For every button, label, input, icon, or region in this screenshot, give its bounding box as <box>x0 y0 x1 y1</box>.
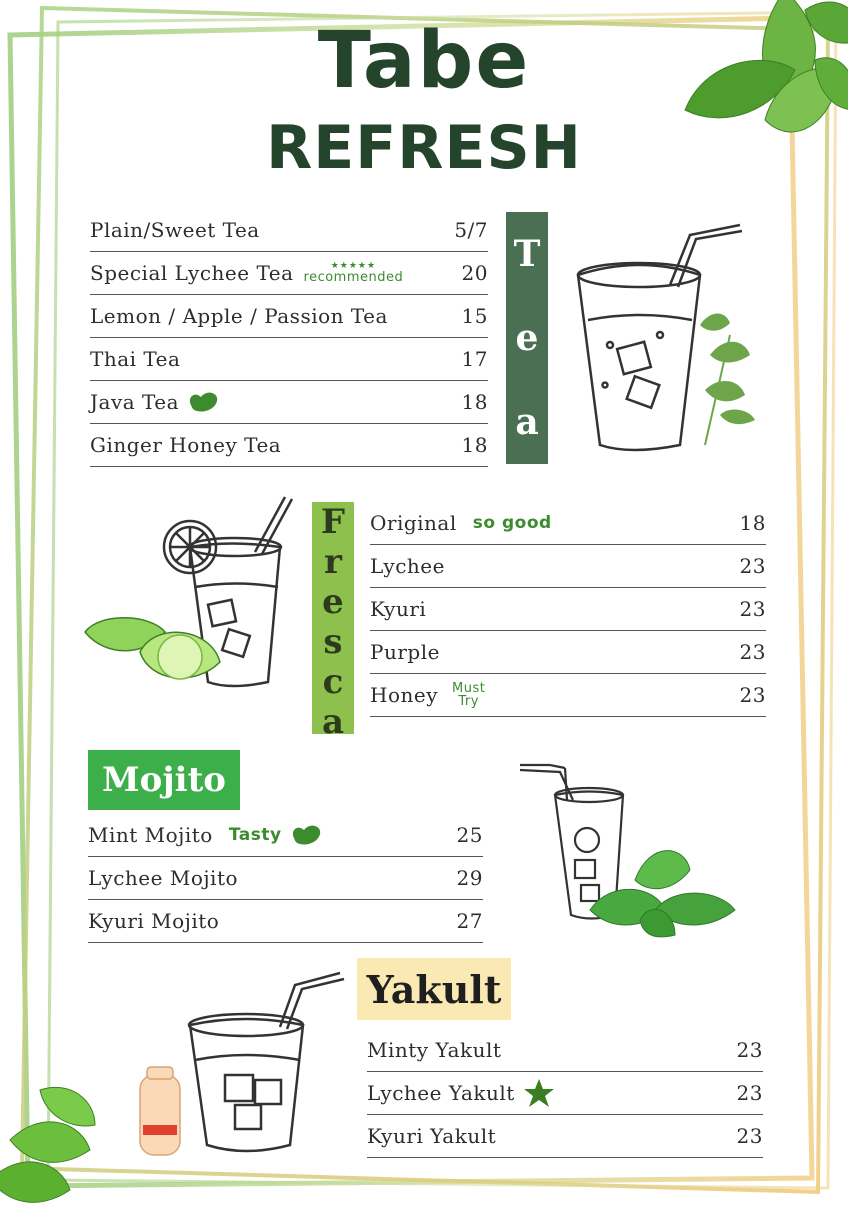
yakult-menu-row <box>367 1115 763 1158</box>
must-try-badge <box>452 682 485 708</box>
tea-menu-row <box>90 381 488 424</box>
fresca-banner-letter: a <box>321 702 345 742</box>
item-badge: Tasty <box>228 825 282 845</box>
yakult-menu-row <box>367 1072 763 1115</box>
menu-item-name: Lemon / Apple / Passion Tea <box>90 304 388 328</box>
fresca-menu-row <box>370 674 766 717</box>
tea-menu-row <box>90 252 488 295</box>
fresca-menu-row <box>370 588 766 631</box>
menu-item-price: 23 <box>736 1124 763 1148</box>
star-icon <box>523 1078 555 1108</box>
menu-item-name: Java Tea <box>90 390 180 414</box>
menu-item-name: Kyuri <box>370 597 427 621</box>
menu-item-name: Ginger Honey Tea <box>90 433 282 457</box>
recommended-label: recommended <box>303 270 404 285</box>
tea-banner-letter: a <box>515 401 539 443</box>
heart-icon <box>187 389 221 415</box>
menu-item-price: 29 <box>456 866 483 890</box>
tea-banner-letter: T <box>513 233 541 275</box>
menu-item-price: 18 <box>461 433 488 457</box>
rating-stars: ★★★★★ <box>330 261 377 271</box>
menu-item-price: 17 <box>461 347 488 371</box>
badge-line: Must <box>452 681 486 696</box>
fresca-banner-letter: c <box>322 662 344 702</box>
tea-banner-letter: e <box>515 317 539 359</box>
menu-item-name: Mint Mojito <box>88 823 213 847</box>
fresca-banner-letter: F <box>320 502 346 542</box>
fresca-banner <box>312 502 354 742</box>
menu-item-name: Minty Yakult <box>367 1038 502 1062</box>
menu-item-price: 27 <box>456 909 483 933</box>
yakult-glass-icon <box>135 965 365 1165</box>
badge-line: Try <box>458 694 479 709</box>
mojito-menu-row <box>88 857 483 900</box>
item-badge: so good <box>472 513 552 533</box>
menu-item-price: 18 <box>461 390 488 414</box>
yakult-banner: Yakult <box>357 958 511 1020</box>
menu-item-price: 23 <box>739 597 766 621</box>
mojito-banner: Mojito <box>88 750 240 810</box>
mojito-menu-row <box>88 814 483 857</box>
menu-item-name: Lychee Yakult <box>367 1081 515 1105</box>
heart-icon <box>290 822 324 848</box>
menu-item-price: 23 <box>736 1081 763 1105</box>
menu-item-price: 23 <box>739 554 766 578</box>
menu-item-name: Purple <box>370 640 440 664</box>
menu-item-name: Thai Tea <box>90 347 181 371</box>
fresca-menu-row <box>370 545 766 588</box>
menu-item-price: 23 <box>736 1038 763 1062</box>
menu-item-name: Kyuri Mojito <box>88 909 220 933</box>
menu-item-name: Plain/Sweet Tea <box>90 218 260 242</box>
tea-menu-row <box>90 338 488 381</box>
tea-menu-row <box>90 209 488 252</box>
fresca-banner-letter: r <box>324 542 342 582</box>
menu-item-price: 5/7 <box>454 218 488 242</box>
iced-tea-glass-icon <box>560 215 780 455</box>
tea-menu-row <box>90 295 488 338</box>
menu-item-name: Honey <box>370 683 438 707</box>
fresca-banner-letter: s <box>323 622 343 662</box>
menu-item-price: 25 <box>456 823 483 847</box>
fresca-banner-letter: e <box>322 582 344 622</box>
menu-item-name: Original <box>370 511 457 535</box>
fresca-menu-row <box>370 631 766 674</box>
recommended-badge <box>304 262 404 284</box>
menu-item-price: 20 <box>461 261 488 285</box>
yakult-menu-row <box>367 1029 763 1072</box>
tea-menu-row <box>90 424 488 467</box>
menu-item-price: 15 <box>461 304 488 328</box>
fresca-menu-row <box>370 502 766 545</box>
menu-item-name: Kyuri Yakult <box>367 1124 497 1148</box>
menu-item-price: 18 <box>739 511 766 535</box>
mint-leaves-icon <box>0 1070 110 1210</box>
mojito-menu-row <box>88 900 483 943</box>
menu-item-name: Special Lychee Tea <box>90 261 294 285</box>
brand-title: Tabe <box>317 16 531 106</box>
tea-banner <box>506 212 548 464</box>
brand-subtitle: REFRESH <box>266 113 582 183</box>
lime-soda-glass-icon <box>80 492 310 692</box>
menu-item-name: Lychee Mojito <box>88 866 239 890</box>
menu-item-price: 23 <box>739 640 766 664</box>
mojito-glass-icon <box>515 760 745 945</box>
menu-item-name: Lychee <box>370 554 445 578</box>
menu-item-price: 23 <box>739 683 766 707</box>
